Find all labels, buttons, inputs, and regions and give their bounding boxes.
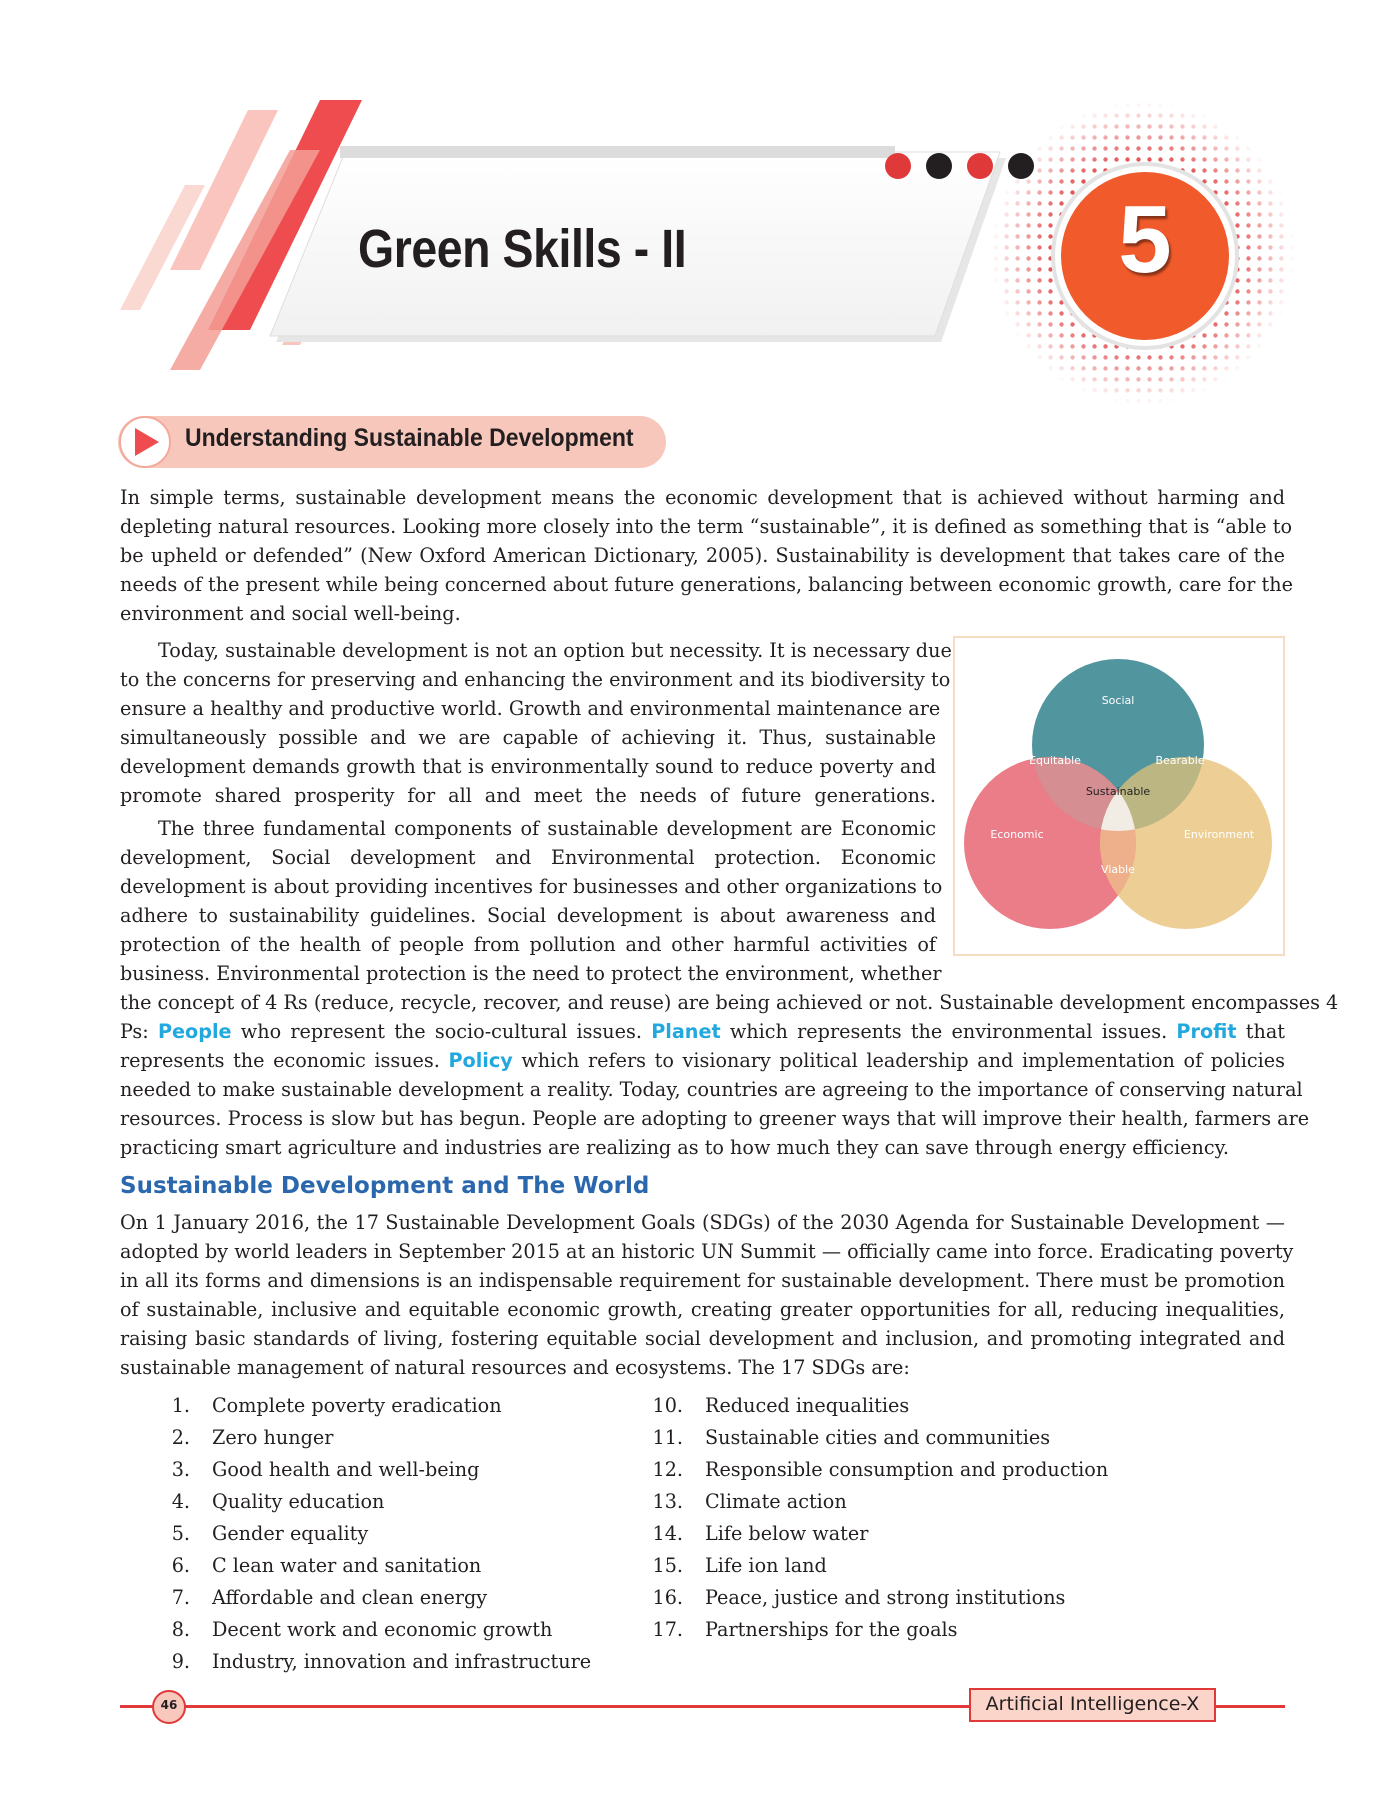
list-number: 3.: [171, 1458, 190, 1481]
subheading-sd-world: Sustainable Development and The World: [120, 1173, 650, 1199]
list-item: [635, 1487, 847, 1516]
text-run: represents the economic issues.: [120, 1049, 449, 1072]
venn-diagram-box: [953, 636, 1285, 956]
list-text: Climate action: [705, 1490, 847, 1513]
text-line: depleting natural resources. Looking more closely into the term “sustainable”, it is defined as something that is “able to: [120, 515, 1293, 538]
venn-label-equitable: Equitable: [1029, 754, 1081, 767]
list-item: [142, 1423, 333, 1452]
list-number: 11.: [652, 1426, 683, 1449]
list-text: Complete poverty eradication: [212, 1394, 502, 1417]
text-line: simultaneously possible and we are capable of achieving it. Thus, sustainable: [120, 726, 936, 749]
dot-decoration: [1008, 153, 1034, 179]
text-line: business. Environmental protection is the need to protect the environment, whether: [120, 962, 942, 985]
list-item: [142, 1391, 502, 1420]
list-text: Quality education: [212, 1490, 385, 1513]
list-text: Good health and well-being: [212, 1458, 480, 1481]
text-run: which represents the environmental issues.: [720, 1020, 1177, 1043]
list-item: [142, 1551, 481, 1580]
text-line: adhere to sustainability guidelines. Social development is about awareness and: [120, 904, 936, 927]
list-item: [142, 1615, 552, 1644]
text-line: On 1 January 2016, the 17 Sustainable Development Goals (SDGs) of the 2030 Agenda for Sustainable Development —: [120, 1211, 1285, 1234]
text-line: in all its forms and dimensions is an indispensable requirement for sustainable development. There must be promotion: [120, 1269, 1285, 1292]
list-item: [142, 1487, 384, 1516]
list-number: 12.: [652, 1458, 683, 1481]
list-number: 15.: [652, 1554, 683, 1577]
chapter-title: Green Skills - II: [358, 219, 687, 279]
dot-decoration: [885, 153, 911, 179]
text-line: needed to make sustainable development a reality. Today, countries are agreeing to the importance of conserving natural: [120, 1078, 1303, 1101]
list-item: [142, 1455, 479, 1484]
venn-label-bearable: Bearable: [1155, 754, 1205, 767]
text-line-4ps: [120, 1017, 1285, 1046]
list-number: 5.: [171, 1522, 190, 1545]
text-line: Today, sustainable development is not an option but necessity. It is necessary due: [158, 639, 952, 662]
list-number: 13.: [652, 1490, 683, 1513]
list-number: 10.: [652, 1394, 683, 1417]
list-number: 14.: [652, 1522, 683, 1545]
text-line: environment and social well-being.: [120, 602, 461, 625]
list-number: 16.: [652, 1586, 683, 1609]
text-line: The three fundamental components of sustainable development are Economic: [158, 817, 936, 840]
list-item: [635, 1551, 827, 1580]
list-text: Partnerships for the goals: [705, 1618, 958, 1641]
venn-diagram: [955, 638, 1283, 954]
text-line: be upheld or defended” (New Oxford American Dictionary, 2005). Sustainability is development that takes care of the: [120, 544, 1285, 567]
book-title: Artificial Intelligence-X: [985, 1693, 1200, 1715]
list-text: Zero hunger: [212, 1426, 334, 1449]
text-line: In simple terms, sustainable development means the economic development that is achieved without harming and: [120, 486, 1285, 509]
list-number: 8.: [171, 1618, 190, 1641]
text-line: protection of the health of people from pollution and other harmful activities of: [120, 933, 936, 956]
text-line: adopted by world leaders in September 2015 at an historic UN Summit — officially came into force. Eradicating poverty: [120, 1240, 1294, 1263]
text-line: to the concerns for preserving and enhancing the environment and its biodiversity to: [120, 668, 951, 691]
text-line-policy: [120, 1046, 1285, 1075]
venn-label-sustainable: Sustainable: [1085, 785, 1151, 798]
text-run: that: [1236, 1020, 1285, 1043]
list-text: Responsible consumption and production: [705, 1458, 1109, 1481]
text-run: Ps:: [120, 1020, 158, 1043]
list-text: C lean water and sanitation: [212, 1554, 482, 1577]
text-line: ensure a healthy and productive world. Growth and environmental maintenance are: [120, 697, 941, 720]
venn-label-viable: Viable: [1101, 863, 1135, 876]
text-line: development is about providing incentives for businesses and other organizations to: [120, 875, 943, 898]
list-item: [142, 1647, 591, 1676]
list-number: 9.: [171, 1650, 190, 1673]
list-text: Industry, innovation and infrastructure: [212, 1650, 592, 1673]
list-item: [635, 1423, 1050, 1452]
dot-decoration: [967, 153, 993, 179]
list-item: [142, 1519, 368, 1548]
venn-label-environment: Environment: [1183, 828, 1255, 841]
text-run: which refers to visionary political leadership and implementation of policies: [512, 1049, 1285, 1072]
page-number: 46: [160, 1698, 178, 1712]
text-line: sustainable management of natural resources and ecosystems. The 17 SDGs are:: [120, 1356, 910, 1379]
list-number: 4.: [171, 1490, 190, 1513]
list-text: Decent work and economic growth: [212, 1618, 553, 1641]
paragraph-components-continued: [120, 988, 1339, 1162]
list-text: Sustainable cities and communities: [705, 1426, 1051, 1449]
text-line: raising basic standards of living, fostering equitable social development and inclusion, and promoting integrated and: [120, 1327, 1285, 1350]
chapter-number: 5: [1118, 186, 1172, 293]
list-number: 6.: [171, 1554, 190, 1577]
list-item: [635, 1455, 1108, 1484]
list-number: 1.: [171, 1394, 190, 1417]
highlight-policy: Policy: [448, 1049, 513, 1072]
list-text: Reduced inequalities: [705, 1394, 910, 1417]
list-item: [635, 1615, 958, 1644]
list-number: 2.: [171, 1426, 190, 1449]
venn-label-economic: Economic: [990, 828, 1044, 841]
list-text: Gender equality: [212, 1522, 369, 1545]
section-title: Understanding Sustainable Development: [185, 424, 634, 452]
venn-label-social: Social: [1101, 694, 1135, 707]
paragraph-sdgs: [120, 1208, 1294, 1382]
text-line: practicing smart agriculture and industries are realizing as to how much they can save through energy efficiency.: [120, 1136, 1230, 1159]
paragraph-necessity: [120, 636, 952, 810]
text-line: needs of the present while being concerned about future generations, balancing between economic growth, care for the: [120, 573, 1293, 596]
list-item: [635, 1583, 1065, 1612]
text-line: resources. Process is slow but has begun. People are adopting to greener ways that will improve their health, farmers are: [120, 1107, 1310, 1130]
list-item: [142, 1583, 487, 1612]
highlight-planet: Planet: [651, 1020, 721, 1043]
text-line: of sustainable, inclusive and equitable economic growth, creating greater opportunities for all, reducing inequalities,: [120, 1298, 1285, 1321]
text-run: who represent the socio-cultural issues.: [231, 1020, 652, 1043]
dot-decoration: [926, 153, 952, 179]
list-number: 7.: [171, 1586, 190, 1609]
paragraph-components: [120, 814, 943, 988]
list-number: 17.: [652, 1618, 683, 1641]
intro-paragraph: [120, 483, 1293, 628]
text-line: development demands growth that is environmentally sound to reduce poverty and: [120, 755, 936, 778]
text-line: the concept of 4 Rs (reduce, recycle, recover, and reuse) are being achieved or not. Sustainable development encompasses 4: [120, 991, 1339, 1014]
text-line: promote shared prosperity for all and meet the needs of future generations.: [120, 784, 936, 807]
list-text: Life below water: [705, 1522, 869, 1545]
list-item: [635, 1519, 868, 1548]
text-line: development, Social development and Environmental protection. Economic: [120, 846, 936, 869]
list-text: Peace, justice and strong institutions: [705, 1586, 1066, 1609]
highlight-people: People: [157, 1020, 232, 1043]
list-text: Life ion land: [705, 1554, 827, 1577]
list-item: [635, 1391, 909, 1420]
highlight-profit: Profit: [1176, 1020, 1237, 1043]
list-text: Affordable and clean energy: [212, 1586, 488, 1609]
